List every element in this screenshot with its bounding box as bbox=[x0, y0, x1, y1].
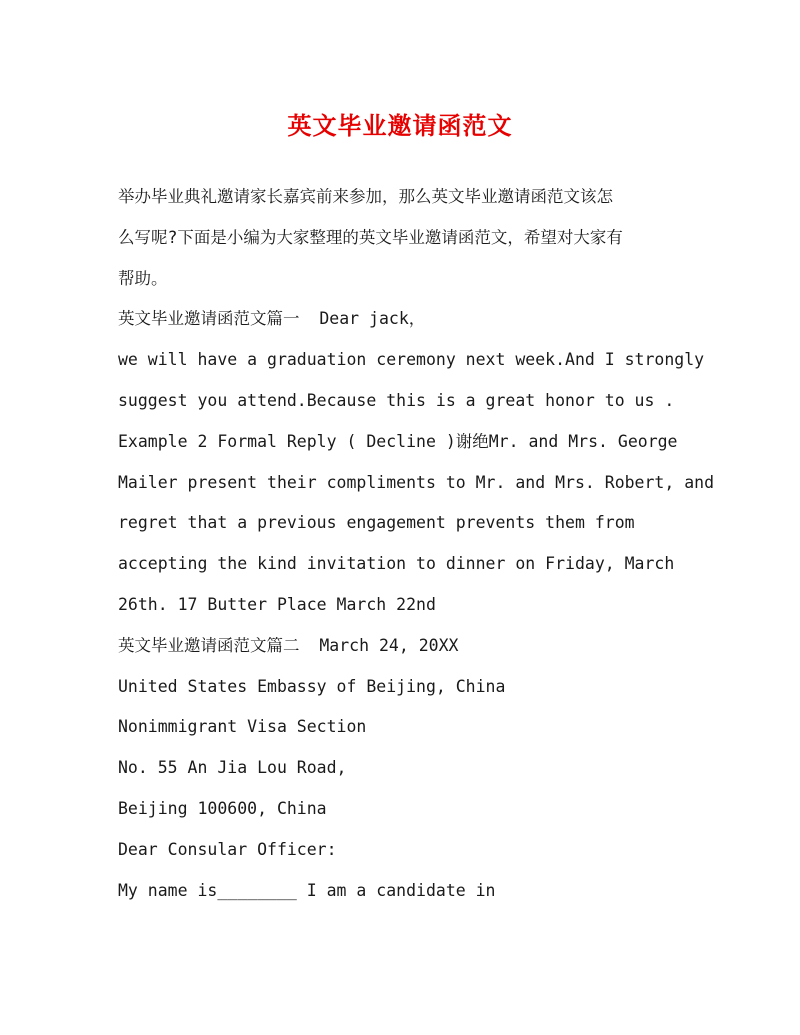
body-line-5: we will have a graduation ceremony next week.And I strongly bbox=[118, 350, 705, 370]
body-line-12: 英文毕业邀请函范文篇二 March 24, 20XX bbox=[118, 635, 459, 655]
body-line-18: My name is________ I am a candidate in bbox=[118, 880, 496, 900]
body-line-3: 帮助。 bbox=[118, 268, 168, 288]
document-body bbox=[118, 177, 715, 911]
body-line-6: suggest you attend.Because this is a great honor to us . bbox=[118, 390, 675, 410]
body-line-16: Beijing 100600, China bbox=[118, 798, 327, 818]
body-line-9: regret that a previous engagement prevents them from bbox=[118, 513, 635, 533]
body-line-17: Dear Consular Officer: bbox=[118, 839, 337, 859]
body-line-4: 英文毕业邀请函范文篇一 Dear jack， bbox=[118, 309, 426, 329]
document-title: 英文毕业邀请函范文 bbox=[287, 111, 513, 140]
body-line-10: accepting the kind invitation to dinner on Friday, March bbox=[118, 554, 675, 574]
body-line-2: 么写呢?下面是小编为大家整理的英文毕业邀请函范文，希望对大家有 bbox=[118, 227, 623, 247]
body-line-13: United States Embassy of Beijing, China bbox=[118, 676, 506, 696]
body-line-11: 26th. 17 Butter Place March 22nd bbox=[118, 594, 436, 614]
body-line-8: Mailer present their compliments to Mr. and Mrs. Robert, and bbox=[118, 472, 715, 492]
body-line-14: Nonimmigrant Visa Section bbox=[118, 717, 367, 737]
body-line-7: Example 2 Formal Reply ( Decline )谢绝Mr. and Mrs. George bbox=[118, 431, 678, 451]
body-line-15: No. 55 An Jia Lou Road, bbox=[118, 758, 347, 778]
body-line-1: 举办毕业典礼邀请家长嘉宾前来参加，那么英文毕业邀请函范文该怎 bbox=[118, 187, 613, 206]
